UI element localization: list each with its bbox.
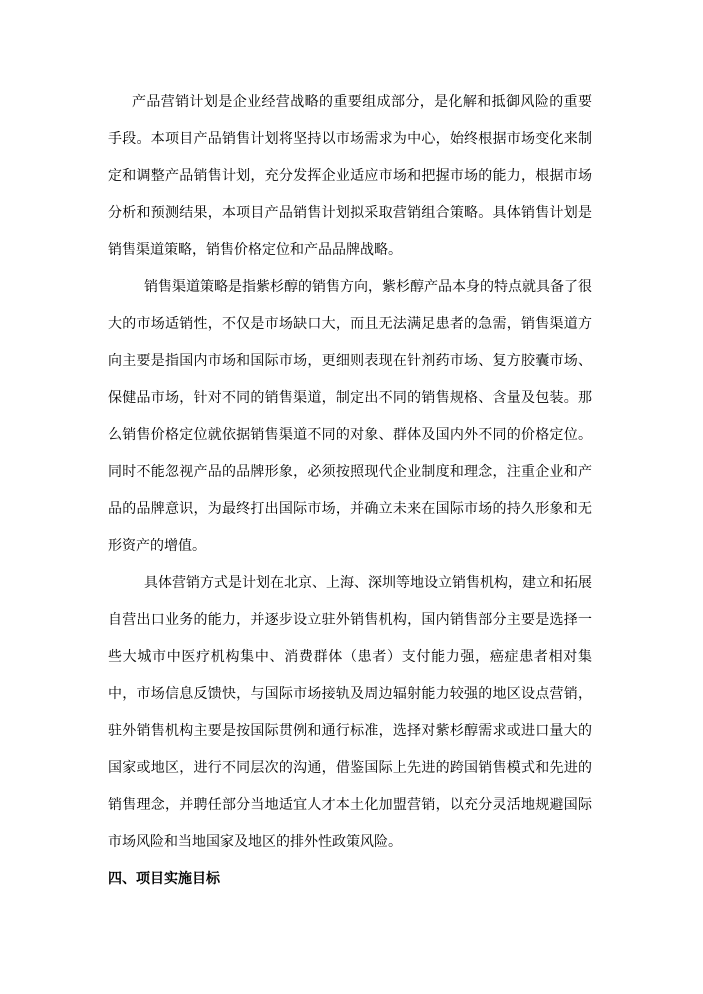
document-page — [108, 84, 592, 898]
paragraph-sales-channel: 销售渠道策略是指紫杉醇的销售方向，紫杉醇产品本身的特点就具备了很大的市场适销性，不仅是市场缺口大，而且无法满足患者的急需，销售渠道方向主要是指国内市场和国际市场，更细则表现在针剂药市场、复方胶囊市场、保健品市场，针对不同的销售渠道，制定出不同的销售规格、含量及包装。那么销售价格定位就依据销售渠道不同的对象、群体及国内外不同的价格定位。同时不能忽视产品的品牌形象，必须按照现代企业制度和理念，注重企业和产品的品牌意识，为最终打出国际市场，并确立未来在国际市场的持久形象和无形资产的增值。 — [108, 279, 592, 554]
paragraph-marketing-plan: 产品营销计划是企业经营战略的重要组成部分，是化解和抵御风险的重要手段。本项目产品销售计划将坚持以市场需求为中心，始终根据市场变化来制定和调整产品销售计划，充分发挥企业适应市场和把握市场的能力，根据市场分析和预测结果，本项目产品销售计划拟采取营销组合策略。具体销售计划是销售渠道策略，销售价格定位和产品品牌战略。 — [108, 94, 592, 258]
paragraph-marketing-method: 具体营销方式是计划在北京、上海、深圳等地设立销售机构，建立和拓展自营出口业务的能力，并逐步设立驻外销售机构，国内销售部分主要是选择一些大城市中医疗机构集中、消费群体（患者）支付能力强，癌症患者相对集中，市场信息反馈快，与国际市场接轨及周边辐射能力较强的地区设点营销，驻外销售机构主要是按国际贯例和通行标准，选择对紫杉醇需求或进口量大的国家或地区，进行不同层次的沟通，借鉴国际上先进的跨国销售模式和先进的销售理念，并聘任部分当地适宜人才本土化加盟营销，以充分灵活地规避国际市场风险和当地国家及地区的排外性政策风险。 — [108, 575, 592, 850]
section-heading: 四、项目实施目标 — [108, 871, 220, 887]
